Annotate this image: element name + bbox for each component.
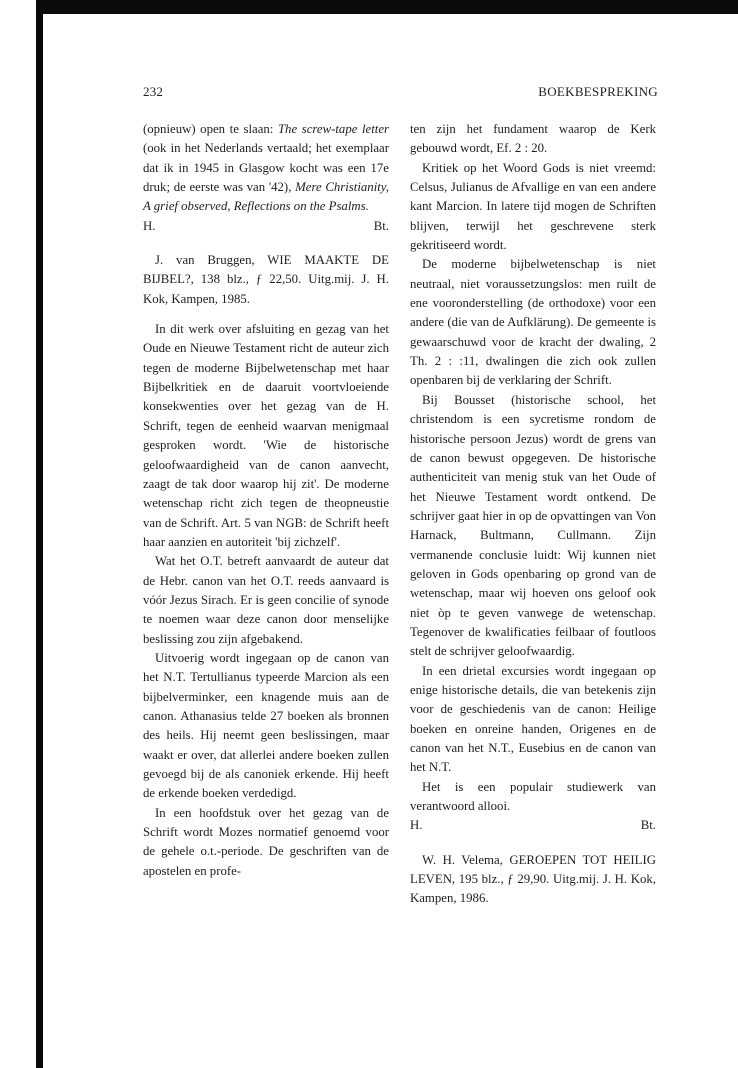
review-paragraph: Uitvoerig wordt ingegaan op de canon van het N.T. Tertullianus typeerde Marcion als een bijbelverminker, een knagende muis aan de canon. Athanasius telde 27 boeken als bronnen des heils. Hij neemt geen beslissingen, maar waakt er over, dat allerlei andere boeken zullen gevoegd bij de als canoniek erkende. Hij heeft de erkende boeken verdedigd. xyxy=(143,650,389,801)
book-title-italic: Mere Christianity, A grief observed, Reflections on the Psalms. xyxy=(143,180,389,214)
running-head: BOEKBESPREKING xyxy=(538,84,658,99)
right-column xyxy=(410,120,656,909)
review-paragraph: Kritiek op het Woord Gods is niet vreemd: Celsus, Julianus de Afvallige en van een andere kant Marcion. In latere tijd mogen de Schriften blijven, terwijl het geschrevene sterk gekritiseerd wordt. xyxy=(410,160,656,253)
text-run: (ook in het Nederlands vertaald; het exemplaar dat ik in 1945 in Glasgow kocht was een 17e druk; de eerste was van '42), xyxy=(143,141,389,195)
review-paragraph: Wat het O.T. betreft aanvaardt de auteur dat de Hebr. canon van het O.T. reeds aanvaard is vóór Jezus Sirach. Er is geen concilie of synode te noemen waar deze canon door menselijke beslissing zou zijn afgebakend. xyxy=(143,554,389,646)
review-signature xyxy=(143,217,389,236)
signature-initial: H. xyxy=(410,818,423,833)
scan-edge-top xyxy=(36,0,738,14)
review-signature xyxy=(410,816,656,835)
book-reference: J. van Bruggen, WIE MAAKTE DE BIJBEL?, 138 blz., ƒ 22,50. Uitg.mij. J. H. Kok, Kampen, 1985. xyxy=(143,253,389,306)
book-title-italic: The screw-tape letter xyxy=(277,122,389,136)
left-column xyxy=(143,120,389,881)
signature-initial: H. xyxy=(143,218,156,233)
signature-abbrev: Bt. xyxy=(640,818,656,833)
review-paragraph: In dit werk over afsluiting en gezag van het Oude en Nieuwe Testament richt de auteur zich tegen de moderne Bijbelwetenschap met haar Bijbelkritiek en de daaruit voortvloeiende konsekwenties over het gezag van de H. Schrift, tegen de eenheid waarvan menigmaal gesproken wordt. 'Wie de historische geloofwaardigheid van de canon aanvecht, zaagt de tak door waarop hij zit'. De moderne wetenschap richt zich tegen de theopneustie van de Schrift. Art. 5 van NGB: de Schrift heeft haar aanzien en autoriteit 'bij zichzelf'. xyxy=(143,322,389,549)
review-paragraph: In een drietal excursies wordt ingegaan op enige historische details, die van betekenis zijn voor de geschiedenis van de canon: Heilige boeken en onreine handen, Origenes en de canon van het N.T., Eusebius en de canon van het N.T. xyxy=(410,663,656,775)
review-paragraph: De moderne bijbelwetenschap is niet neutraal, niet voraussetzungslos: men ruilt de ene vooronderstelling (de orthodoxe) voor een andere (die van de Aufklärung). De gemeente is gewaarschuwd voor de kracht der dwaling, 2 Th. 2 : :11, dwalingen die zich ook zullen openbaren bij de verklaring der Schrift. xyxy=(410,257,656,388)
book-reference: W. H. Velema, GEROEPEN TOT HEILIG LEVEN, 195 blz., ƒ 29,90. Uitg.mij. J. H. Kok, Kampen, 1986. xyxy=(410,852,656,906)
page-number: 232 xyxy=(143,84,164,99)
review-paragraph: In een hoofdstuk over het gezag van de Schrift wordt Mozes normatief genoemd voor de gehele o.t.-periode. De geschriften van de apostelen en profe- xyxy=(143,805,389,878)
signature-abbrev: Bt. xyxy=(373,218,389,233)
text-run: (opnieuw) open te slaan: xyxy=(143,122,278,136)
review-paragraph: Het is een populair studiewerk van verantwoord allooi. xyxy=(410,779,656,814)
scan-edge-left xyxy=(36,0,43,1068)
review-paragraph: Bij Bousset (historische school, het christendom is een sycretisme rondom de historische persoon Jezus) wordt de grens van de canon bewust opgegeven. De historische authenticiteit van menig stuk van het Oude of het Nieuwe Testament wordt ontkend. De schrijver gaat hier in op de opvattingen van Von Harnack, Bultmann, Cullmann. Zijn vermanende conclusie luidt: Wij kunnen niet geloven in Gods openbaring op grond van de wetenschap, maar wij hoeven ons geloof ook niet òp te geven vanwege de wetenschap. Tegenover de kwalificaties feilbaar of foutloos stelt de schrijver geloofwaardig. xyxy=(410,392,656,659)
continued-paragraph: ten zijn het fundament waarop de Kerk gebouwd wordt, Ef. 2 : 20. xyxy=(410,122,656,156)
intro-paragraph xyxy=(143,120,389,217)
